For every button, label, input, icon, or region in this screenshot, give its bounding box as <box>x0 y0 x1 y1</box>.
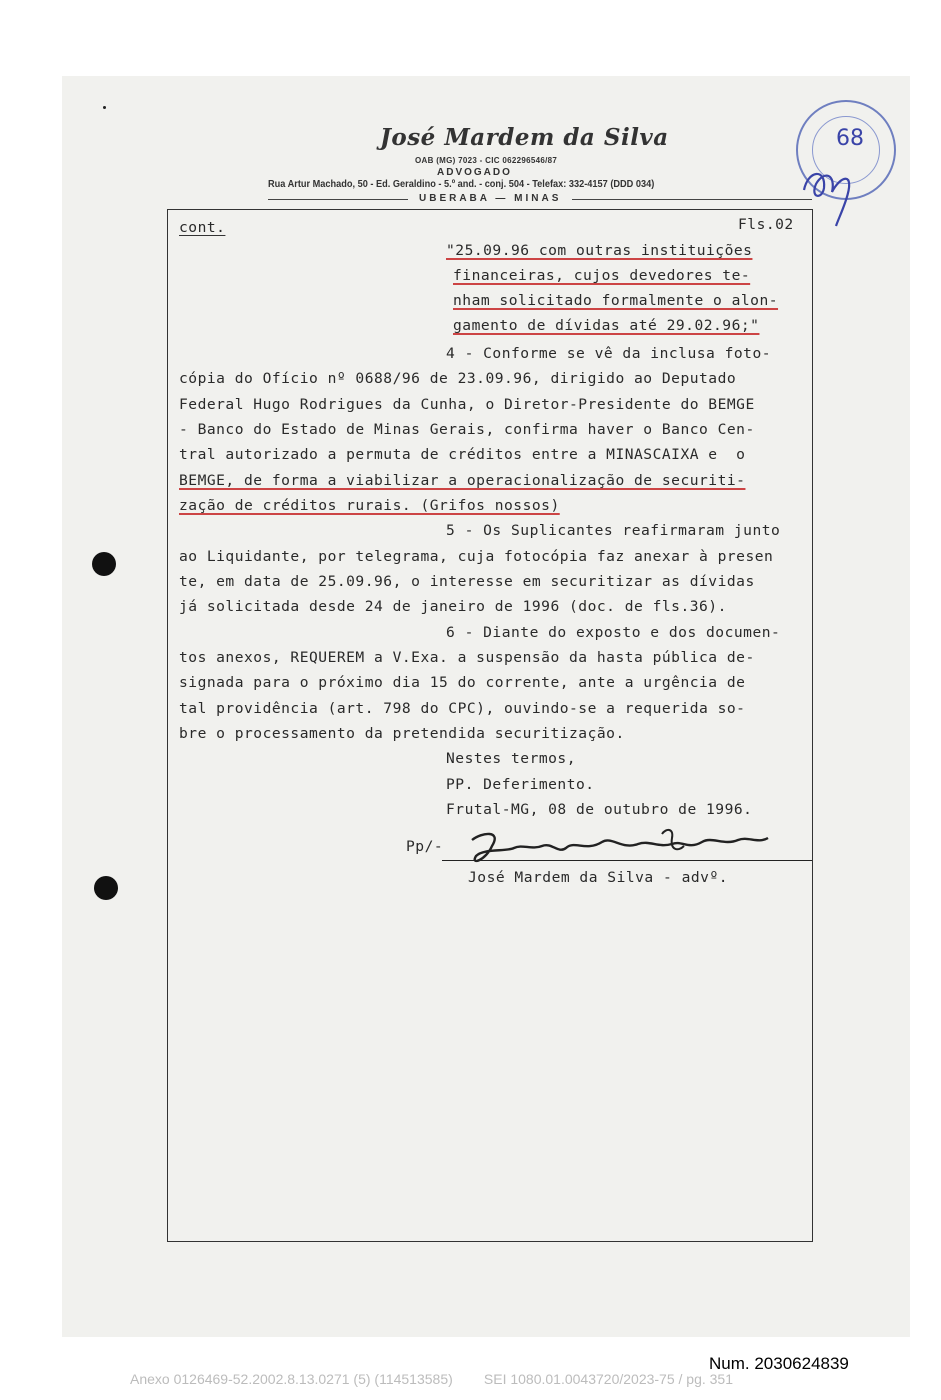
letterhead-city: UBERABA — MINAS <box>415 193 565 204</box>
p4-line-3: Federal Hugo Rodrigues da Cunha, o Diretor-Presidente do BEMGE <box>179 396 755 413</box>
signature-prefix: Pp/- <box>406 838 444 855</box>
closing-place-date: Frutal-MG, 08 de outubro de 1996. <box>446 801 753 818</box>
footer-reference: Anexo 0126469-52.2002.8.13.0271 (5) (114513585) SEI 1080.01.0043720/2023-75 / pg. 351 <box>130 1371 733 1387</box>
document-number: Num. 2030624839 <box>709 1354 849 1373</box>
handwritten-signature <box>462 826 782 874</box>
punch-hole-top <box>92 552 116 576</box>
p4-line-1: 4 - Conforme se vê da inclusa foto- <box>446 345 772 362</box>
speck <box>103 106 106 109</box>
p4-line-5: tral autorizado a permuta de créditos entre a MINASCAIXA e o <box>179 446 746 463</box>
p6-line-2: tos anexos, REQUEREM a V.Exa. a suspensão da hasta pública de- <box>179 649 755 666</box>
p6-line-3: signada para o próximo dia 15 do corrente, ante a urgência de <box>179 674 746 691</box>
punch-hole-bottom <box>94 876 118 900</box>
p5-line-3: te, em data de 25.09.96, o interesse em securitizar as dívidas <box>179 573 755 590</box>
p5-line-4: já solicitada desde 24 de janeiro de 1996 (doc. de fls.36). <box>179 598 727 615</box>
letterhead-address: Rua Artur Machado, 50 - Ed. Geraldino - 5.º and. - conj. 504 - Telefax: 332-4157 (DDD 034) <box>268 179 655 190</box>
closing-request: PP. Deferimento. <box>446 776 595 793</box>
letterhead-name: José Mardem da Silva <box>380 124 669 151</box>
letterhead-title: ADVOGADO <box>437 167 512 178</box>
quote-line-1: "25.09.96 com outras instituições <box>446 242 753 259</box>
p6-line-1: 6 - Diante do exposto e dos documen- <box>446 624 781 641</box>
signatory-name: José Mardem da Silva - advº. <box>468 869 729 886</box>
p4-line-7: zação de créditos rurais. (Grifos nossos) <box>179 497 560 514</box>
p4-line-2: cópia do Ofício nº 0688/96 de 23.09.96, dirigido ao Deputado <box>179 370 737 387</box>
quote-line-2: financeiras, cujos devedores te- <box>453 267 751 284</box>
folio-number: Fls.02 <box>738 216 794 233</box>
quote-line-3: nham solicitado formalmente o alon- <box>453 292 779 309</box>
cont-label: cont. <box>179 219 226 236</box>
p6-line-4: tal providência (art. 798 do CPC), ouvindo-se a requerida so- <box>179 700 746 717</box>
p4-line-4: - Banco do Estado de Minas Gerais, confirma haver o Banco Cen- <box>179 421 755 438</box>
letterhead-rule-left <box>268 199 408 200</box>
p4-line-6: BEMGE, de forma a viabilizar a operacionalização de securiti- <box>179 472 746 489</box>
p5-line-2: ao Liquidante, por telegrama, cuja fotocópia faz anexar à presen <box>179 548 774 565</box>
stamp-page-number: 68 <box>836 126 864 151</box>
letterhead-rule-right <box>572 199 812 200</box>
closing-terms: Nestes termos, <box>446 750 577 767</box>
signature-line <box>442 860 812 861</box>
quote-line-4: gamento de dívidas até 29.02.96;" <box>453 317 760 334</box>
letterhead-oab: OAB (MG) 7023 - CIC 062296546/87 <box>415 156 558 165</box>
p5-line-1: 5 - Os Suplicantes reafirmaram junto <box>446 522 781 539</box>
p6-line-5: bre o processamento da pretendida securitização. <box>179 725 625 742</box>
